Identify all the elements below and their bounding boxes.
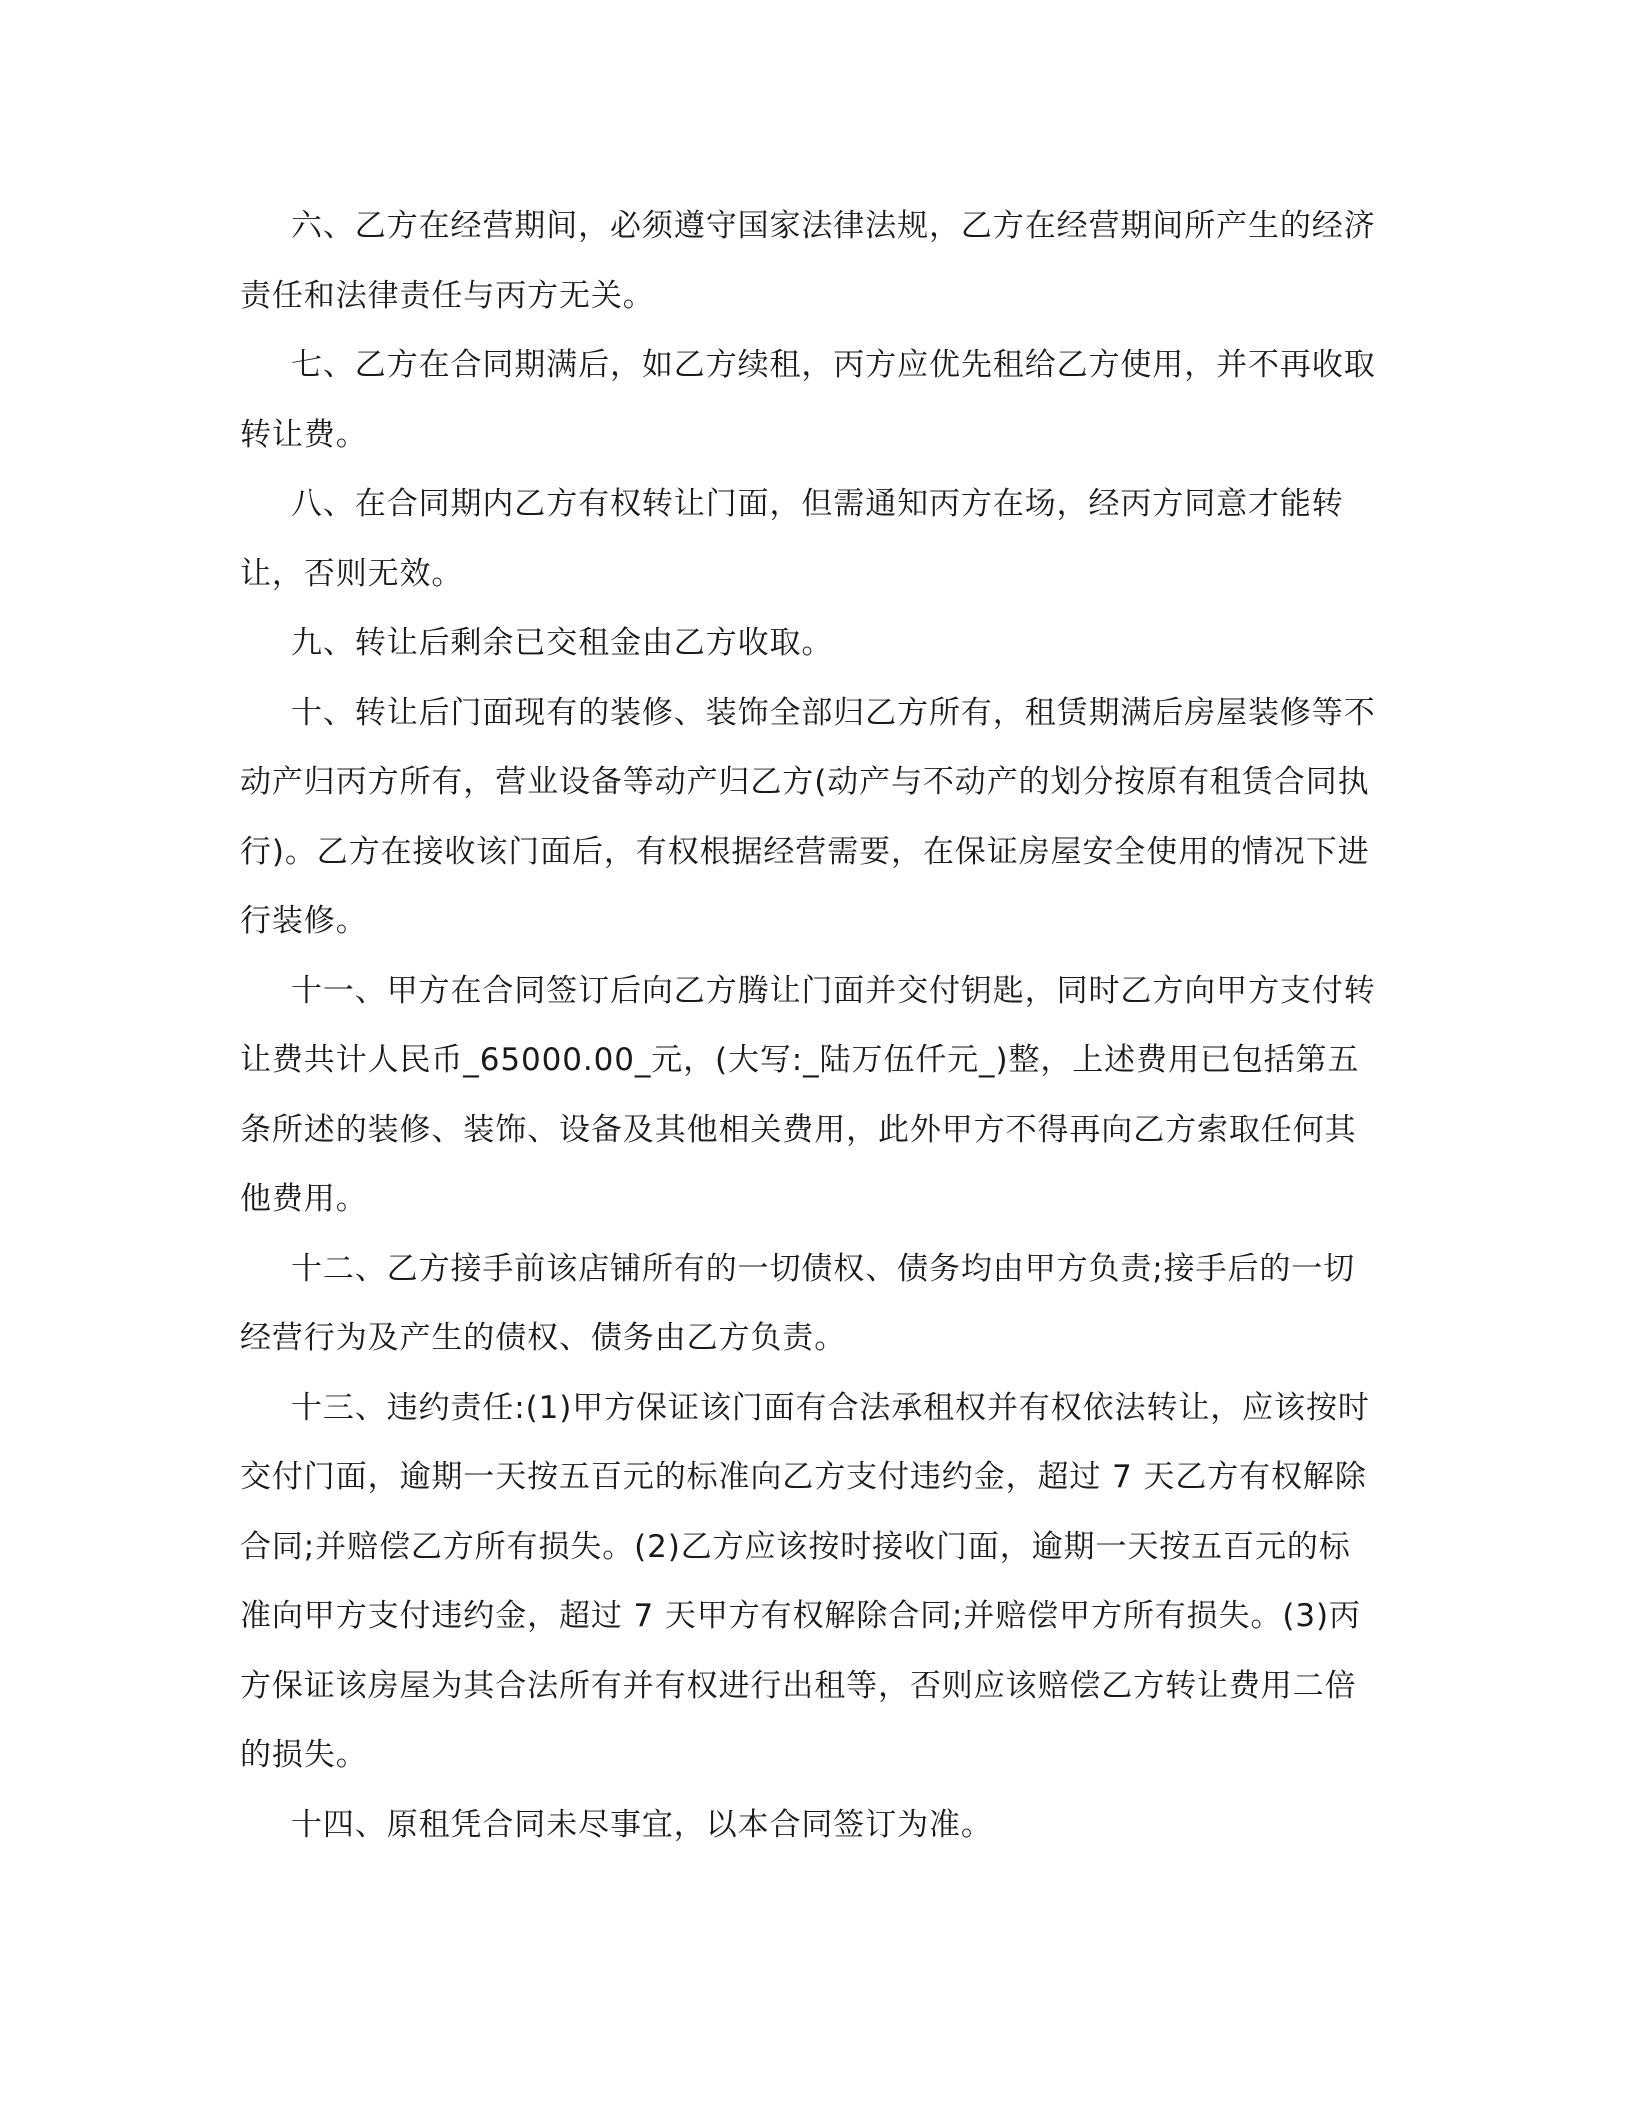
clause-13: 十三、违约责任:(1)甲方保证该门面有合法承租权并有权依法转让，应该按时交付门面，逾期一天按五百元的标准向乙方支付违约金，超过 7 天乙方有权解除合同;并赔偿乙方所有损失。(2)乙方应该按时接收门面，逾期一天按五百元的标准向甲方支付违约金，超过 7 天甲方有权解除合同;并赔偿甲方所有损失。(3)丙方保证该房屋为其合法所有并有权进行出租等，否则应该赔偿乙方转让费用二倍的损失。 — [240, 1389, 1370, 1773]
clause-14: 十四、原租凭合同未尽事宜，以本合同签订为准。 — [291, 1806, 993, 1843]
document-body — [240, 192, 1380, 1860]
clause-6: 六、乙方在经营期间，必须遵守国家法律法规，乙方在经营期间所产生的经济责任和法律责任与丙方无关。 — [240, 208, 1376, 314]
clause-8: 八、在合同期内乙方有权转让门面，但需通知丙方在场，经丙方同意才能转让，否则无效。 — [240, 486, 1344, 592]
clause-10: 十、转让后门面现有的装修、装饰全部归乙方所有，租赁期满后房屋装修等不动产归丙方所有，营业设备等动产归乙方(动产与不动产的划分按原有租赁合同执行)。乙方在接收该门面后，有权根据经营需要，在保证房屋安全使用的情况下进行装修。 — [240, 694, 1376, 939]
clause-11: 十一、甲方在合同签订后向乙方腾让门面并交付钥匙，同时乙方向甲方支付转让费共计人民币_65000.00_元，(大写:_陆万伍仟元_)整，上述费用已包括第五条所述的装修、装饰、设备及其他相关费用，此外甲方不得再向乙方索取任何其他费用。 — [240, 972, 1376, 1217]
clause-12: 十二、乙方接手前该店铺所有的一切债权、债务均由甲方负责;接手后的一切经营行为及产生的债权、债务由乙方负责。 — [240, 1250, 1356, 1356]
clause-9: 九、转让后剩余已交租金由乙方收取。 — [291, 625, 834, 661]
clause-7: 七、乙方在合同期满后，如乙方续租，丙方应优先租给乙方使用，并不再收取转让费。 — [240, 347, 1376, 453]
